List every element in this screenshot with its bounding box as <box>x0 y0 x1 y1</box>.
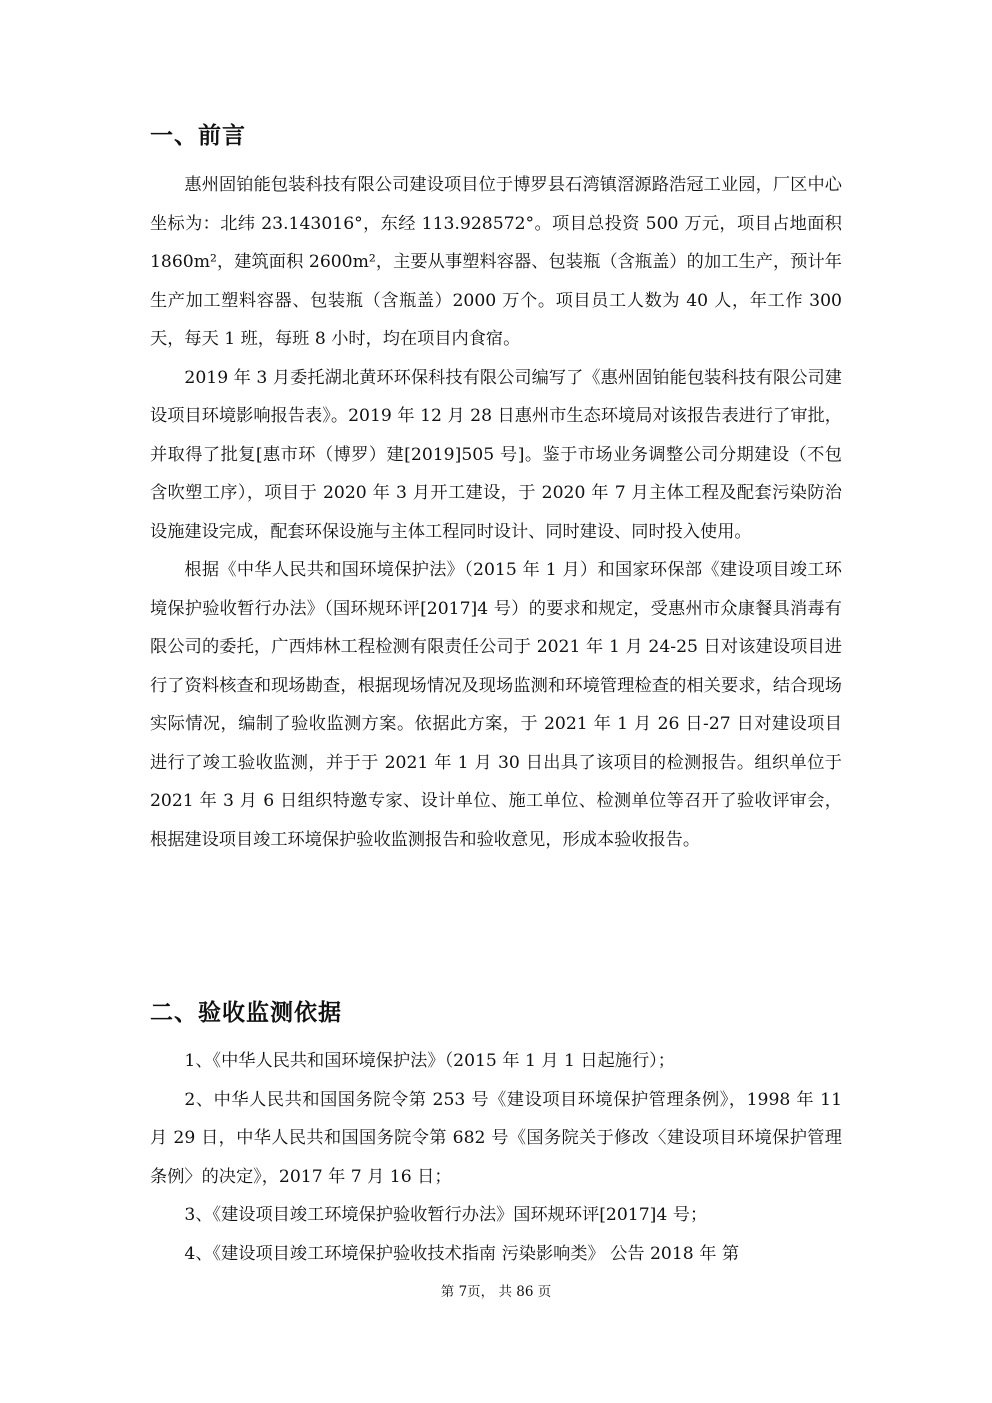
paragraph-eia-history: 2019 年 3 月委托湖北黄环环保科技有限公司编写了《惠州固铂能包装科技有限公司建设项目环境影响报告表》。2019 年 12 月 28 日惠州市生态环境局对该报告表进行了审批，并取得了批复[惠市环（博罗）建[2019]505 号]。鉴于市场业务调整公司分期建设（不包含吹塑工序），项目于 2020 年 3 月开工建设，于 2020 年 7 月主体工程及配套污染防治设施建设完成，配套环保设施与主体工程同时设计、同时建设、同时投入使用。 <box>150 367 842 542</box>
preface-body <box>150 166 842 859</box>
basis-item: 3、《建设项目竣工环境保护验收暂行办法》国环规环评[2017]4 号； <box>184 1205 708 1225</box>
basis-item: 2、中华人民共和国国务院令第 253 号《建设项目环境保护管理条例》，1998 年 11 月 29 日，中华人民共和国国务院令第 682 号《国务院关于修改〈建设项目环境保护管理条例〉的决定》，2017 年 7 月 16 日； <box>150 1089 842 1187</box>
page-number-footer: 第 7页， 共 86 页 <box>440 1284 552 1300</box>
paragraph-project-overview: 惠州固铂能包装科技有限公司建设项目位于博罗县石湾镇滘源路浩冠工业园，厂区中心坐标为：北纬 23.143016°，东经 113.928572°。项目总投资 500 万元，项目占地面积 1860m²，建筑面积 2600m²，主要从事塑料容器、包装瓶（含瓶盖）的加工生产，预计年生产加工塑料容器、包装瓶（含瓶盖）2000 万个。项目员工人数为 40 人，年工作 300 天，每天 1 班，每班 8 小时，均在项目内食宿。 <box>150 175 842 349</box>
section-heading-monitoring-basis: 二、验收监测依据 <box>150 1000 342 1026</box>
basis-item: 4、《建设项目竣工环境保护验收技术指南 污染影响类》 公告 2018 年 第 <box>184 1243 740 1264</box>
monitoring-basis-list <box>150 1042 842 1273</box>
basis-item: 1、《中华人民共和国环境保护法》（2015 年 1 月 1 日起施行）； <box>184 1051 675 1071</box>
section-heading-preface: 一、前言 <box>150 123 246 149</box>
paragraph-acceptance-process: 根据《中华人民共和国环境保护法》（2015 年 1 月）和国家环保部《建设项目竣工环境保护验收暂行办法》（国环规环评[2017]4 号）的要求和规定，受惠州市众康餐具消毒有限公司的委托，广西炜林工程检测有限责任公司于 2021 年 1 月 24-25 日对该建设项目进行了资料核查和现场勘查，根据现场情况及现场监测和环境管理检查的相关要求，结合现场实际情况，编制了验收监测方案。依据此方案，于 2021 年 1 月 26 日-27 日对建设项目进行了竣工验收监测，并于于 2021 年 1 月 30 日出具了该项目的检测报告。组织单位于 2021 年 3 月 6 日组织特邀专家、设计单位、施工单位、检测单位等召开了验收评审会，根据建设项目竣工环境保护验收监测报告和验收意见，形成本验收报告。 <box>150 560 842 850</box>
